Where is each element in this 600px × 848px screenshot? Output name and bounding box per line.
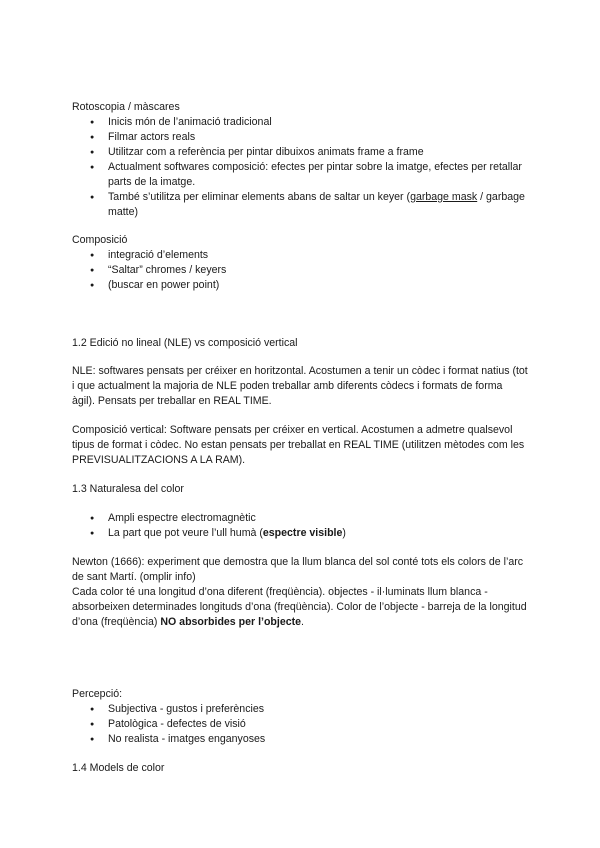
- list-item: ● No realista - imatges enganyoses: [72, 732, 528, 747]
- list-item: ● Patològica - defectes de visió: [72, 717, 528, 732]
- section-1-3-heading: 1.3 Naturalesa del color: [72, 483, 184, 495]
- newton-paragraph: Newton (1666): experiment que demostra que la llum blanca del sol conté tots els colors de l’arc de sant Martí. (omplir info): [72, 556, 524, 583]
- color-wavelength-paragraph: [72, 585, 528, 630]
- list-item-text: ): [342, 527, 346, 539]
- percepcio-section: [72, 687, 528, 747]
- section-1-2-heading: 1.2 Edició no lineal (NLE) vs composició vertical: [72, 337, 298, 349]
- vertical-composition-paragraph: Composició vertical: Software pensats per créixer en vertical. Acostumen a admetre qualsevol tipus de format i còdec. No estan pensats per treballat en REAL TIME (utilitzen mètodes com les PREVISUALITZACIONS A LA RAM).: [72, 424, 525, 466]
- list-item: ● integració d’elements: [72, 248, 528, 263]
- rotoscopia-list: [72, 115, 528, 220]
- list-item: [72, 526, 528, 541]
- list-item-text: També s’utilitza per eliminar elements abans de saltar un keyer (: [108, 191, 411, 203]
- color-nature-list: [72, 511, 528, 541]
- rotoscopia-heading: Rotoscopia / màscares: [72, 101, 180, 113]
- list-item: ● Ampli espectre electromagnètic: [72, 511, 528, 526]
- rotoscopia-section: [72, 100, 528, 220]
- list-item: ● (buscar en power point): [72, 278, 528, 293]
- list-item-text: La part que pot veure l’ull humà (: [108, 527, 263, 539]
- percepcio-heading: Percepció:: [72, 688, 123, 700]
- paragraph-text: .: [301, 616, 304, 628]
- composicio-heading: Composició: [72, 234, 128, 246]
- list-item: ● Subjectiva - gustos i preferències: [72, 702, 528, 717]
- list-item: [72, 190, 528, 220]
- paragraph-text: Cada color té una longitud d’ona diferent (freqüència). objectes - il·luminats llum blanca - absorbeixen determinades longituds d’ona (freqüència). Color de l’objecte - barreja de la longitud d’ona (freqüència): [72, 586, 527, 628]
- list-item: ● “Saltar” chromes / keyers: [72, 263, 528, 278]
- list-item-text: / garbage matte): [108, 191, 525, 218]
- garbage-mask-term: garbage mask: [410, 191, 478, 203]
- list-item: ● Filmar actors reals: [72, 130, 528, 145]
- composicio-list: [72, 248, 528, 293]
- list-item: ● Utilitzar com a referència per pintar dibuixos animats frame a frame: [72, 145, 528, 160]
- composicio-section: [72, 233, 528, 293]
- nle-paragraph: NLE: softwares pensats per créixer en horitzontal. Acostumen a tenir un còdec i format natius (tot i que actualment la majoria de NLE poden treballar amb diferents còdecs i formats de forma àgil). Pensats per treballar en REAL TIME.: [72, 365, 528, 407]
- list-item: ● Actualment softwares composició: efectes per pintar sobre la imatge, efectes per retallar parts de la imatge.: [72, 160, 528, 190]
- visible-spectrum-term: espectre visible: [262, 527, 343, 539]
- section-1-4-heading: 1.4 Models de color: [72, 762, 165, 774]
- percepcio-list: [72, 702, 528, 747]
- not-absorbed-term: NO absorbides per l’objecte: [160, 616, 302, 628]
- list-item: ● Inicis món de l’animació tradicional: [72, 115, 528, 130]
